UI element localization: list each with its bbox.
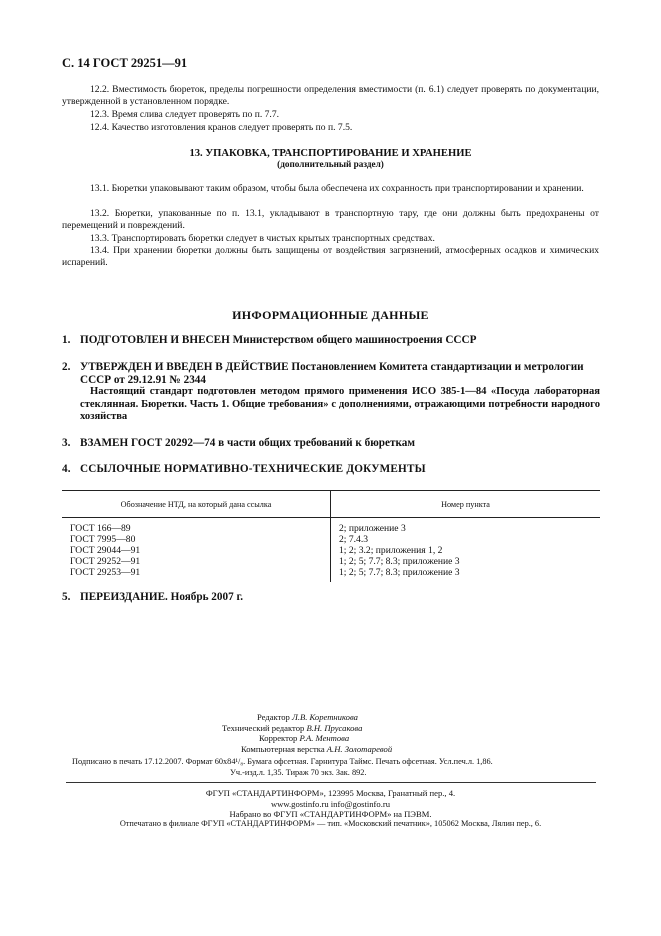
section-13-title: 13. УПАКОВКА, ТРАНСПОРТИРОВАНИЕ И ХРАНЕНИЕ (189, 148, 472, 159)
corrector-line: Корректор Р.А. Ментова (259, 733, 350, 744)
points-cell: 1; 2; 3.2; приложения 1, 2 (339, 545, 443, 556)
points-cell: 2; приложение 3 (339, 523, 406, 534)
signed-line-2: Уч.-изд.л. 1,35. Тираж 70 экз. Зак. 892. (230, 768, 367, 777)
item-text: УТВЕРЖДЕН И ВВЕДЕН В ДЕЙСТВИЕ Постановлением Комитета стандартизации и метрологии СССР от 29.12.91 № 2344 (80, 361, 584, 386)
imprint-divider (66, 782, 596, 783)
layout-line: Компьютерная верстка А.Н. Золотаревой (241, 743, 393, 754)
table-row (62, 556, 600, 567)
paragraph-13-2: 13.2. Бюретки, упакованные по п. 13.1, укладывают в транспортную тару, где они должны быть предохранены от перемещений и повреждений. (62, 208, 599, 232)
item-number: 4. (62, 463, 71, 475)
paragraph-13-1: 13.1. Бюретки упаковывают таким образом, чтобы была обеспечена их сохранность при транспортировании и хранении. (90, 183, 584, 194)
doc-cell: ГОСТ 29252—91 (62, 556, 331, 567)
paragraph-12-4: 12.4. Качество изготовления кранов следует проверять по п. 7.5. (90, 122, 353, 133)
item-text: ВЗАМЕН ГОСТ 20292—74 в части общих требований к бюреткам (80, 437, 415, 449)
doc-cell: ГОСТ 7995—80 (62, 534, 331, 545)
publisher-line-1: ФГУП «СТАНДАРТИНФОРМ», 123995 Москва, Гранатный пер., 4. (205, 788, 456, 798)
table-row (62, 534, 600, 545)
publisher-line-3: Набрано во ФГУП «СТАНДАРТИНФОРМ» на ПЭВМ. (229, 809, 432, 819)
doc-cell: ГОСТ 166—89 (62, 518, 331, 535)
reference-table (62, 490, 600, 582)
item-number: 2. (62, 361, 71, 373)
item-number: 5. (62, 591, 71, 603)
publisher-line-2: www.gostinfo.ru info@gostinfo.ru (270, 799, 391, 809)
col-header-document: Обозначение НТД, на который дана ссылка (62, 491, 331, 518)
table-row (62, 545, 600, 556)
table-row (62, 518, 600, 535)
editor-line: Редактор Л.В. Коретникова (257, 712, 358, 722)
info-data-title: ИНФОРМАЦИОННЫЕ ДАННЫЕ (232, 308, 429, 322)
table-row (62, 567, 600, 582)
doc-cell: ГОСТ 29253—91 (62, 567, 331, 582)
info-item-2 (62, 361, 602, 387)
col-header-points: Номер пункта (331, 491, 601, 518)
info-item-2-note: Настоящий стандарт подготовлен методом прямого применения ИСО 385-1—84 «Посуда лабораторная стеклянная. Бюретки. Часть 1. Общие требования» с дополнениями, отражающими потребности народного хозяйства (80, 386, 600, 423)
points-cell: 1; 2; 5; 7.7; 8.3; приложение 3 (339, 567, 460, 578)
info-item-5 (62, 591, 602, 604)
page-header: С. 14 ГОСТ 29251—91 (62, 56, 188, 70)
imprint-credits (200, 712, 500, 754)
points-cell: 2; 7.4.3 (339, 534, 369, 545)
paragraph-12-2: 12.2. Вместимость бюреток, пределы погрешности определения вместимости (п. 6.1) следует проверять по документации, утвержденной в установленном порядке. (62, 84, 599, 108)
publisher-line-4: Отпечатано в филиале ФГУП «СТАНДАРТИНФОРМ» — тип. «Московский печатник», 105062 Москва, Лялин пер., 6. (119, 819, 542, 828)
signed-line-1: Подписано в печать 17.12.2007. Формат 60х84¹/₈. Бумага офсетная. Гарнитура Таймс. Печать офсетная. Усл.печ.л. 1,86. (72, 757, 493, 766)
paragraph-13-3: 13.3. Транспортировать бюретки следует в чистых крытых транспортных средствах. (90, 233, 435, 244)
item-text: ПЕРЕИЗДАНИЕ. Ноябрь 2007 г. (80, 591, 244, 603)
info-item-3 (62, 437, 602, 450)
item-number: 3. (62, 437, 71, 449)
info-item-1 (62, 334, 602, 347)
info-item-4 (62, 463, 602, 476)
paragraph-12-3: 12.3. Время слива следует проверять по п. 7.7. (90, 109, 280, 120)
item-text: ССЫЛОЧНЫЕ НОРМАТИВНО-ТЕХНИЧЕСКИЕ ДОКУМЕНТЫ (80, 463, 426, 475)
item-number: 1. (62, 334, 71, 346)
paragraph-13-4: 13.4. При хранении бюретки должны быть защищены от воздействия загрязнений, атмосферных осадков и химических испарений. (62, 245, 599, 269)
section-13-subtitle: (дополнительный раздел) (277, 159, 384, 169)
doc-cell: ГОСТ 29044—91 (62, 545, 331, 556)
tech-editor-line: Технический редактор В.Н. Прусакова (222, 722, 363, 733)
points-cell: 1; 2; 5; 7.7; 8.3; приложение 3 (339, 556, 460, 567)
item-text: ПОДГОТОВЛЕН И ВНЕСЕН Министерством общего машиностроения СССР (80, 334, 477, 346)
